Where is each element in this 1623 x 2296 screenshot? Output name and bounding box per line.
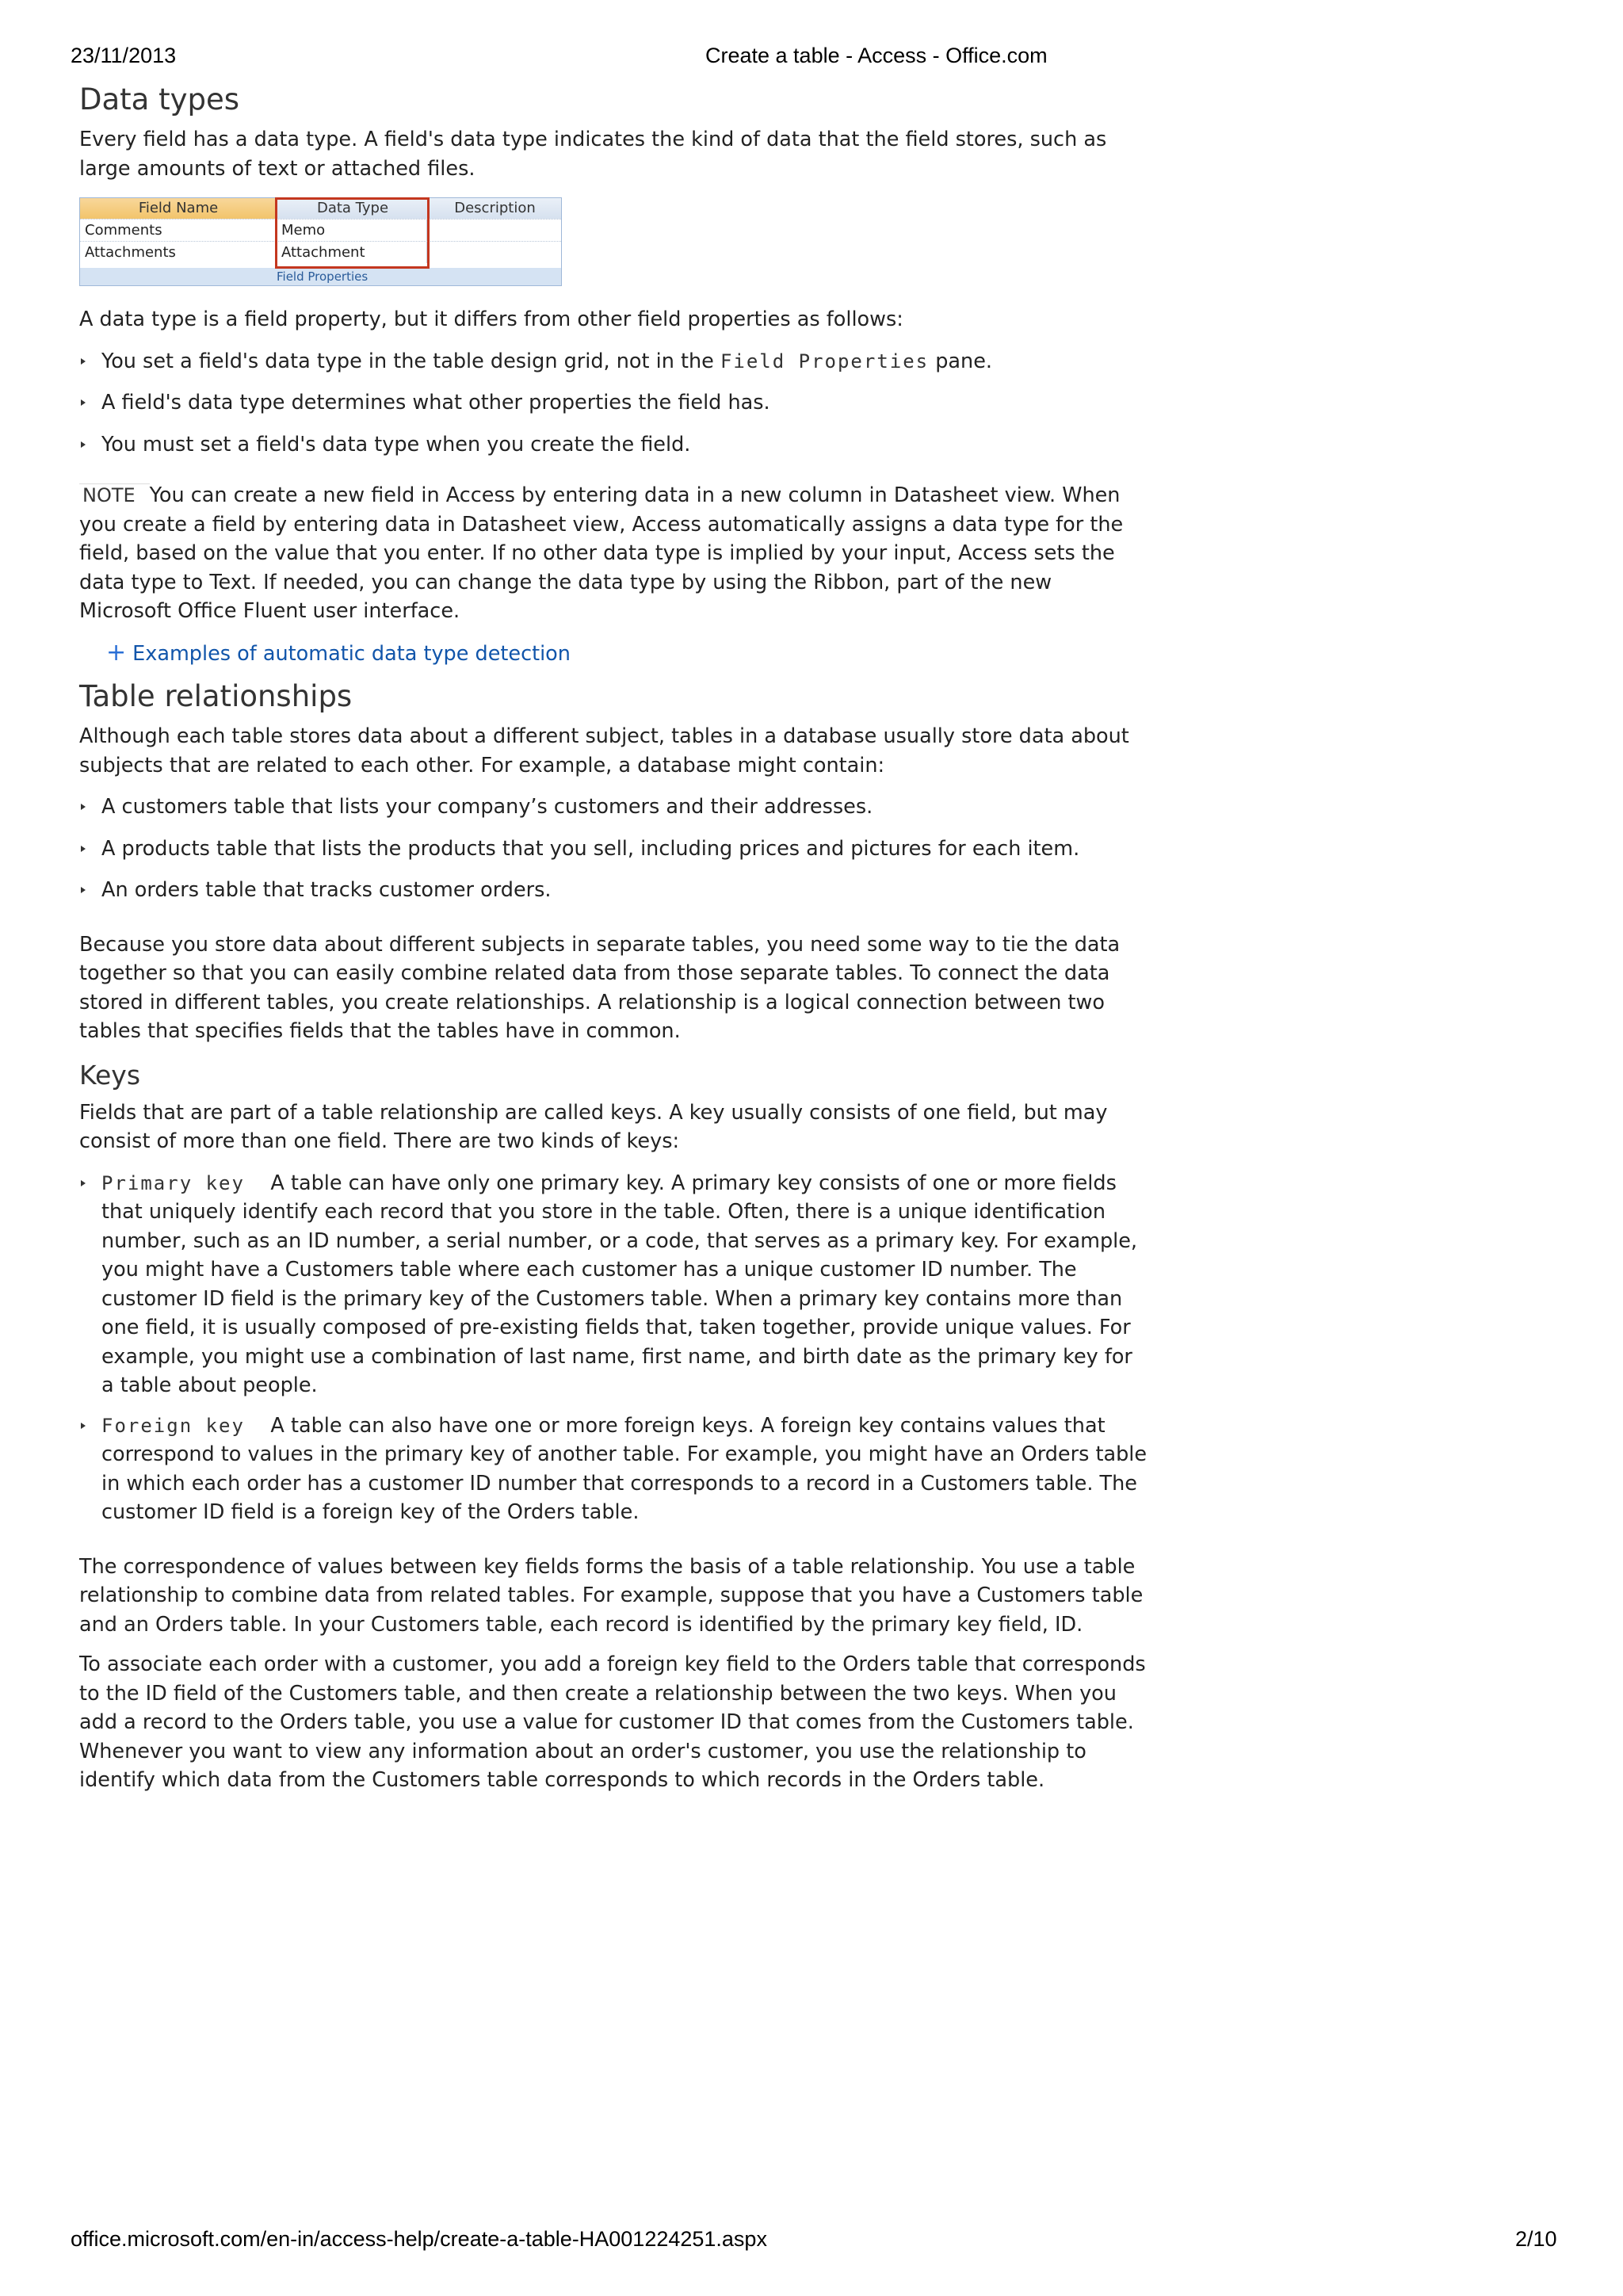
keys-para-1: The correspondence of values between key fields forms the basis of a table relationship. You use a table relationship to combine data from related tables. For example, suppose that you have a Customers table and an Orders table. In your Customers table, each record is identified by the primary key field, ID. <box>79 1554 1144 1637</box>
list-item: A products table that lists the products that you sell, including prices and pictures for each item. <box>79 835 1149 864</box>
grid-cell <box>427 242 561 263</box>
foreign-key-term: Foreign key <box>101 1414 245 1437</box>
relationship-bullets <box>79 793 1149 905</box>
grid-cell: Comments <box>80 220 277 241</box>
grid-cell: Memo <box>277 220 427 241</box>
data-type-bullets <box>79 347 1149 460</box>
plus-icon: + <box>106 638 127 667</box>
heading-data-types: Data types <box>79 82 240 117</box>
list-item: An orders table that tracks customer orders. <box>79 876 1149 905</box>
print-page-number: 2/10 <box>1515 2227 1557 2251</box>
list-item: Foreign key A table can also have one or more foreign keys. A foreign key contains values that correspond to values in the primary key of another table. For example, you might have an Orders table in which each order has a customer ID number that corresponds to a record in a Customers table. The customer ID field is a foreign key of the Orders table. <box>79 1412 1149 1527</box>
print-url: office.microsoft.com/en-in/access-help/create-a-table-HA001224251.aspx <box>71 2227 767 2251</box>
field-properties-term: Field Properties <box>720 350 930 372</box>
heading-keys: Keys <box>79 1059 141 1091</box>
note-text: You can create a new field in Access by entering data in a new column in Datasheet view. When you create a field by entering data in Datasheet view, Access automatically assigns a data type for the field, based on the value that you enter. If no other data type is implied by your input, Access sets the data type to Text. If needed, you can change the data type by using the Ribbon, part of the new Microsoft Office Fluent user interface. <box>79 483 1124 623</box>
key-bullets <box>79 1169 1149 1527</box>
list-item: You set a field's data type in the table design grid, not in the Field Properties pane. <box>79 347 1149 376</box>
field-properties-bar: Field Properties <box>80 268 561 285</box>
primary-key-term: Primary key <box>101 1171 245 1194</box>
grid-cell <box>427 220 561 241</box>
expander-auto-detection[interactable] <box>79 639 1149 669</box>
datasheet-image <box>79 197 562 286</box>
grid-header-description: Description <box>429 198 561 219</box>
note-paragraph <box>79 481 1149 626</box>
expander-label: Examples of automatic data type detection <box>132 641 571 666</box>
article-content <box>79 78 1149 1795</box>
grid-cell: Attachment <box>277 242 427 263</box>
keys-para-2: To associate each order with a customer, you add a foreign key field to the Orders table that corresponds to the ID field of the Customers table, and then create a relationship between the two keys. When you add a record to the Orders table, you use a value for customer ID that comes from the Customers table. Whenever you want to view any information about an order's customer, you use the relationship to identify which data from the Customers table corresponds to which records in the Orders table. <box>79 1652 1146 1792</box>
print-page-title: Create a table - Access - Office.com <box>705 44 1048 67</box>
relationships-para: Because you store data about different subjects in separate tables, you need some way to tie the data together so that you can easily combine related data from those separate tables. To connect the data stored in different tables, you create relationships. A relationship is a logical connection between two tables that specifies fields that the tables have in common. <box>79 932 1121 1043</box>
keys-intro: Fields that are part of a table relationship are called keys. A key usually consists of one field, but may consist of more than one field. There are two kinds of keys: <box>79 1100 1108 1153</box>
list-item: You must set a field's data type when you create the field. <box>79 430 1149 460</box>
grid-header-field-name: Field Name <box>80 198 277 219</box>
heading-table-relationships: Table relationships <box>79 679 353 713</box>
grid-cell: Attachments <box>80 242 277 263</box>
data-type-highlight <box>275 197 430 269</box>
data-types-para: A data type is a field property, but it differs from other field properties as follows: <box>79 308 903 331</box>
grid-header-data-type: Data Type <box>277 198 429 219</box>
list-item: A customers table that lists your company’s customers and their addresses. <box>79 793 1149 822</box>
data-types-intro: Every field has a data type. A field's data type indicates the kind of data that the field stores, such as large amounts of text or attached files. <box>79 128 1107 181</box>
note-label: NOTE <box>79 483 150 506</box>
list-item: A field's data type determines what other properties the field has. <box>79 388 1149 418</box>
print-date: 23/11/2013 <box>71 44 177 67</box>
relationships-intro: Although each table stores data about a different subject, tables in a database usually store data about subjects that are related to each other. For example, a database might contain: <box>79 724 1129 777</box>
list-item: Primary key A table can have only one primary key. A primary key consists of one or more fields that uniquely identify each record that you store in the table. Often, there is a unique identification number, such as an ID number, a serial number, or a code, that serves as a primary key. For example, you might have a Customers table where each customer has a unique customer ID number. The customer ID field is the primary key of the Customers table. When a primary key contains more than one field, it is usually composed of pre-existing fields that, taken together, provide unique values. For example, you might use a combination of last name, first name, and birth date as the primary key for a table about people. <box>79 1169 1149 1400</box>
